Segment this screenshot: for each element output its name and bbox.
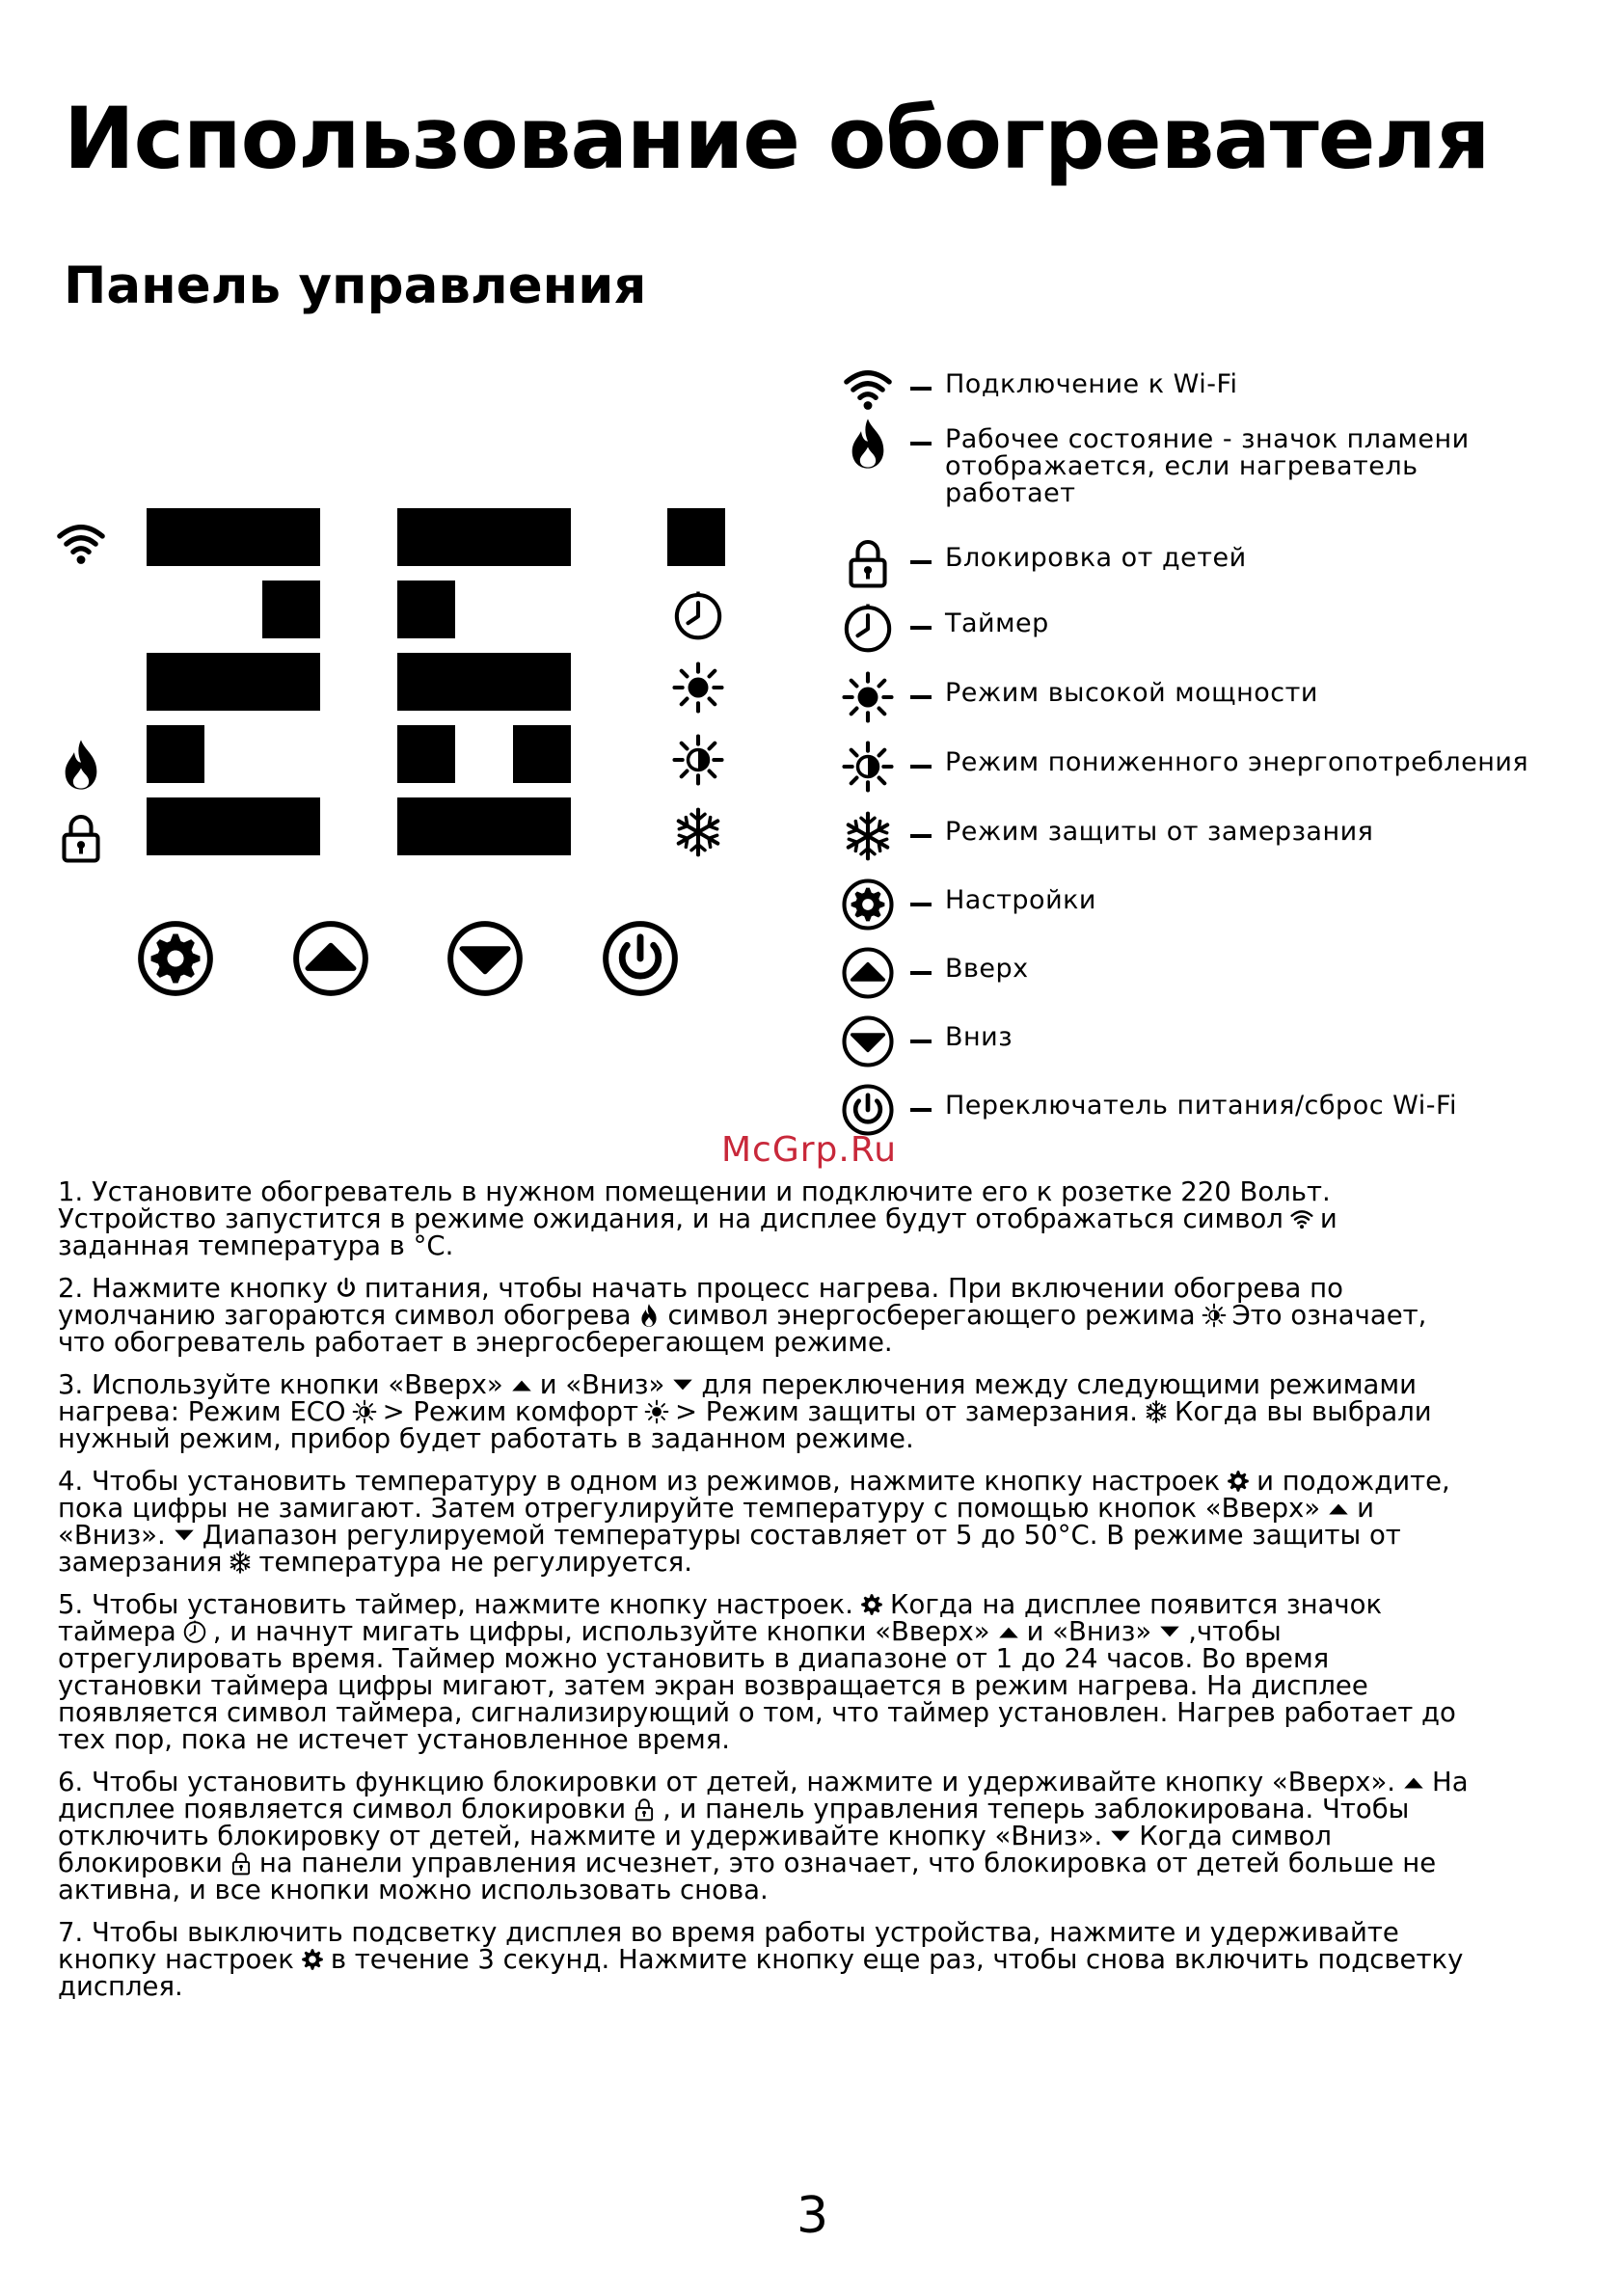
timer-icon	[671, 588, 725, 642]
legend-dash	[910, 626, 932, 630]
up-arrow-icon	[291, 919, 370, 998]
legend-label	[945, 749, 1528, 776]
legend-label	[945, 371, 1238, 398]
instruction-text: Когда символ	[1139, 1821, 1332, 1851]
up-arrow-icon	[996, 1619, 1021, 1644]
down-arrow-icon	[1108, 1823, 1133, 1849]
legend-dash	[910, 560, 932, 564]
legend-item	[841, 670, 1612, 716]
wifi-icon	[54, 516, 108, 570]
half-sun-icon	[671, 733, 725, 787]
power-icon	[841, 1083, 895, 1137]
down-arrow-icon	[841, 1014, 895, 1068]
flame-icon	[841, 417, 895, 471]
settings-button[interactable]	[136, 919, 215, 998]
instruction-text: пока цифры не замигают. Затем отрегулируйте температуру с помощью кнопок «Вверх»	[58, 1493, 1321, 1524]
display-segment	[262, 508, 320, 566]
gear-icon	[859, 1592, 884, 1617]
legend-label-line: работает	[945, 478, 1076, 508]
instruction-step	[58, 1591, 1581, 1753]
instruction-text: Устройство запустится в режиме ожидания, и на дисплее будут отображаться символ	[58, 1203, 1283, 1234]
legend-label	[945, 426, 1470, 507]
instruction-text: ,чтобы	[1188, 1616, 1282, 1647]
instruction-line	[58, 1423, 914, 1454]
lock-icon	[841, 535, 895, 589]
legend-dash	[910, 1108, 932, 1112]
instruction-text: 6. Чтобы установить функцию блокировки от детей, нажмите и удерживайте кнопку «Вверх».	[58, 1767, 1396, 1797]
instruction-text: отключить блокировку от детей, нажмите и удерживайте кнопку «Вниз».	[58, 1821, 1103, 1851]
instruction-text: и	[1319, 1203, 1337, 1234]
legend-label	[945, 1093, 1457, 1120]
lock-icon	[54, 810, 108, 864]
up-button[interactable]	[291, 919, 370, 998]
half-sun-icon	[352, 1399, 377, 1424]
wifi-icon	[841, 362, 895, 416]
instruction-text: дисплея.	[58, 1971, 183, 2002]
snowflake-icon	[1144, 1399, 1169, 1424]
snowflake-icon	[228, 1550, 253, 1575]
display-segment	[397, 581, 455, 638]
gear-icon	[841, 878, 895, 932]
legend-dash	[910, 903, 932, 906]
gear-icon	[300, 1947, 325, 1972]
display-segment	[455, 797, 513, 855]
page-title: Использование обогревателя	[64, 89, 1490, 188]
legend-label-line: Режим пониженного энергопотребления	[945, 747, 1529, 777]
down-arrow-icon	[172, 1523, 197, 1548]
legend-label	[945, 680, 1318, 707]
sun-icon	[644, 1399, 669, 1424]
down-arrow-icon	[446, 919, 525, 998]
icon-legend	[841, 362, 1612, 1133]
instruction-text: тех пор, пока не истечет установленное время.	[58, 1724, 731, 1755]
control-panel-display	[54, 497, 748, 882]
instruction-step	[58, 1468, 1581, 1576]
legend-label-line: Вверх	[945, 954, 1029, 984]
legend-label	[945, 1024, 1013, 1051]
instruction-text: нужный режим, прибор будет работать в заданном режиме.	[58, 1423, 914, 1454]
instruction-step	[58, 1371, 1581, 1452]
snowflake-icon	[841, 809, 895, 863]
power-icon	[334, 1276, 359, 1301]
instruction-text: и	[1357, 1493, 1374, 1524]
instruction-line	[58, 1724, 730, 1755]
instruction-text: блокировки	[58, 1848, 223, 1878]
page-number: 3	[797, 2187, 829, 2245]
up-arrow-icon	[841, 946, 895, 1000]
instruction-text: Когда вы выбрали	[1174, 1396, 1432, 1427]
timer-icon	[182, 1619, 207, 1644]
display-segment	[147, 797, 204, 855]
instruction-text: «Вниз».	[58, 1520, 166, 1551]
instruction-step	[58, 1919, 1581, 2000]
instruction-text: активна, и все кнопки можно использовать снова.	[58, 1875, 769, 1905]
legend-item	[841, 601, 1612, 647]
gear-icon	[1226, 1469, 1251, 1494]
display-segment	[397, 725, 455, 783]
legend-item	[841, 740, 1612, 786]
legend-item	[841, 809, 1612, 855]
section-title: Панель управления	[64, 257, 647, 315]
legend-dash	[910, 834, 932, 838]
legend-label-line: Таймер	[945, 608, 1049, 638]
legend-label-line: Рабочее состояние - значок пламени	[945, 424, 1470, 454]
legend-item	[841, 878, 1612, 924]
display-segment	[397, 653, 455, 711]
instruction-text: в течение 3 секунд. Нажмите кнопку еще раз, чтобы снова включить подсветку	[330, 1944, 1464, 1975]
half-sun-icon	[841, 740, 895, 794]
instruction-text: для переключения между следующими режимами	[701, 1369, 1417, 1400]
display-segment	[204, 508, 262, 566]
legend-dash	[910, 695, 932, 699]
instruction-text: 5. Чтобы установить таймер, нажмите кнопку настроек.	[58, 1589, 853, 1620]
legend-label-line: Блокировка от детей	[945, 543, 1247, 573]
legend-label	[945, 545, 1247, 572]
instruction-text: умолчанию загораются символ обогрева	[58, 1300, 632, 1331]
display-segment	[147, 508, 204, 566]
instruction-line	[58, 1971, 183, 2002]
legend-label	[945, 887, 1096, 914]
sun-icon	[671, 661, 725, 715]
half-sun-icon	[1202, 1303, 1227, 1328]
display-segment	[513, 653, 571, 711]
display-segment	[667, 508, 725, 566]
instruction-text: установки таймера цифры мигают, затем экран возвращается в режим нагрева. На дисплее	[58, 1670, 1368, 1701]
instruction-text: что обогреватель работает в энергосберегающем режиме.	[58, 1327, 893, 1358]
lock-icon	[229, 1850, 254, 1876]
instruction-text: таймера	[58, 1616, 176, 1647]
power-icon	[601, 919, 680, 998]
down-arrow-icon	[1157, 1619, 1182, 1644]
instruction-line	[58, 1547, 692, 1578]
legend-label-line: Переключатель питания/сброс Wi-Fi	[945, 1091, 1458, 1121]
up-arrow-icon	[1401, 1769, 1426, 1795]
snowflake-icon	[671, 805, 725, 859]
instruction-text: На	[1432, 1767, 1469, 1797]
flame-icon	[636, 1303, 662, 1328]
legend-label-line: Вниз	[945, 1022, 1013, 1052]
instructions	[58, 1178, 1581, 2015]
instruction-text: заданная температура в °C.	[58, 1230, 454, 1261]
legend-dash	[910, 442, 932, 446]
instruction-text: , и начнут мигать цифры, используйте кнопки «Вверх»	[212, 1616, 990, 1647]
instruction-text: нагрева: Режим ECO	[58, 1396, 346, 1427]
instruction-text: Это означает,	[1231, 1300, 1427, 1331]
instruction-text: кнопку настроек	[58, 1944, 294, 1975]
gear-icon	[136, 919, 215, 998]
instruction-text: на панели управления исчезнет, это означает, что блокировка от детей больше не	[258, 1848, 1437, 1878]
power-button[interactable]	[601, 919, 680, 998]
instruction-text: 1. Установите обогреватель в нужном помещении и подключите его к розетке 220 Вольт.	[58, 1176, 1331, 1207]
instruction-line	[58, 1875, 769, 1905]
display-segment	[204, 653, 262, 711]
legend-item	[841, 1014, 1612, 1061]
display-segment	[262, 653, 320, 711]
timer-icon	[841, 601, 895, 655]
display-segment	[397, 797, 455, 855]
legend-label-line: Режим высокой мощности	[945, 678, 1318, 708]
instruction-text: Диапазон регулируемой температуры составляет от 5 до 50°C. В режиме защиты от	[202, 1520, 1401, 1551]
display-segment	[455, 508, 513, 566]
instruction-text: 4. Чтобы установить температуру в одном из режимов, нажмите кнопку настроек	[58, 1466, 1221, 1497]
display-segment	[262, 797, 320, 855]
display-segment	[455, 653, 513, 711]
legend-label-line: Подключение к Wi-Fi	[945, 369, 1238, 399]
legend-dash	[910, 765, 932, 769]
instruction-line	[58, 1944, 1463, 1975]
instruction-text: > Режим комфорт	[382, 1396, 639, 1427]
instruction-text: и подождите,	[1256, 1466, 1450, 1497]
display-segment	[513, 508, 571, 566]
lock-icon	[632, 1796, 657, 1822]
legend-item	[841, 1083, 1612, 1129]
instruction-line	[58, 1327, 893, 1358]
legend-label	[945, 610, 1049, 637]
watermark: McGrp.Ru	[721, 1130, 898, 1170]
flame-icon	[54, 738, 108, 792]
display-segment	[262, 581, 320, 638]
instruction-text: отрегулировать время. Таймер можно установить в диапазоне от 1 до 24 часов. Во время	[58, 1643, 1330, 1674]
display-segment	[513, 725, 571, 783]
down-arrow-icon	[670, 1372, 695, 1397]
up-arrow-icon	[509, 1372, 534, 1397]
up-arrow-icon	[1326, 1496, 1351, 1521]
legend-label	[945, 819, 1373, 846]
legend-label	[945, 956, 1029, 983]
wifi-icon	[1289, 1206, 1314, 1231]
legend-label-line: Настройки	[945, 885, 1096, 915]
legend-item	[841, 417, 1612, 517]
instruction-step	[58, 1178, 1581, 1259]
instruction-text: > Режим защиты от замерзания.	[675, 1396, 1138, 1427]
legend-label-line: отображается, если нагреватель	[945, 451, 1418, 481]
instruction-text: замерзания	[58, 1547, 223, 1578]
instruction-text: символ энергосберегающего режима	[667, 1300, 1196, 1331]
instruction-text: дисплее появляется символ блокировки	[58, 1794, 627, 1824]
instruction-text: питания, чтобы начать процесс нагрева. При включении обогрева по	[364, 1273, 1343, 1304]
instruction-step	[58, 1769, 1581, 1904]
instruction-text: 7. Чтобы выключить подсветку дисплея во время работы устройства, нажмите и удерживайте	[58, 1917, 1399, 1948]
instruction-text: появляется символ таймера, сигнализирующий о том, что таймер установлен. Нагрев работает до	[58, 1697, 1456, 1728]
display-segment	[147, 725, 204, 783]
instruction-text: 2. Нажмите кнопку	[58, 1273, 328, 1304]
legend-dash	[910, 387, 932, 391]
legend-dash	[910, 971, 932, 975]
legend-item	[841, 946, 1612, 992]
display-segment	[147, 653, 204, 711]
instruction-step	[58, 1275, 1581, 1356]
instruction-text: температура не регулируется.	[258, 1547, 692, 1578]
legend-label-line: Режим защиты от замерзания	[945, 817, 1374, 847]
display-segment	[397, 508, 455, 566]
instruction-text: Когда на дисплее появится значок	[890, 1589, 1383, 1620]
legend-item	[841, 362, 1612, 408]
instruction-text: и «Вниз»	[539, 1369, 665, 1400]
display-segment	[204, 797, 262, 855]
legend-dash	[910, 1040, 932, 1043]
instruction-line	[58, 1230, 453, 1261]
instruction-text: и «Вниз»	[1026, 1616, 1152, 1647]
display-segment	[513, 797, 571, 855]
legend-item	[841, 535, 1612, 581]
instruction-text: 3. Используйте кнопки «Вверх»	[58, 1369, 503, 1400]
down-button[interactable]	[446, 919, 525, 998]
instruction-text: , и панель управления теперь заблокирована. Чтобы	[662, 1794, 1410, 1824]
sun-icon	[841, 670, 895, 724]
